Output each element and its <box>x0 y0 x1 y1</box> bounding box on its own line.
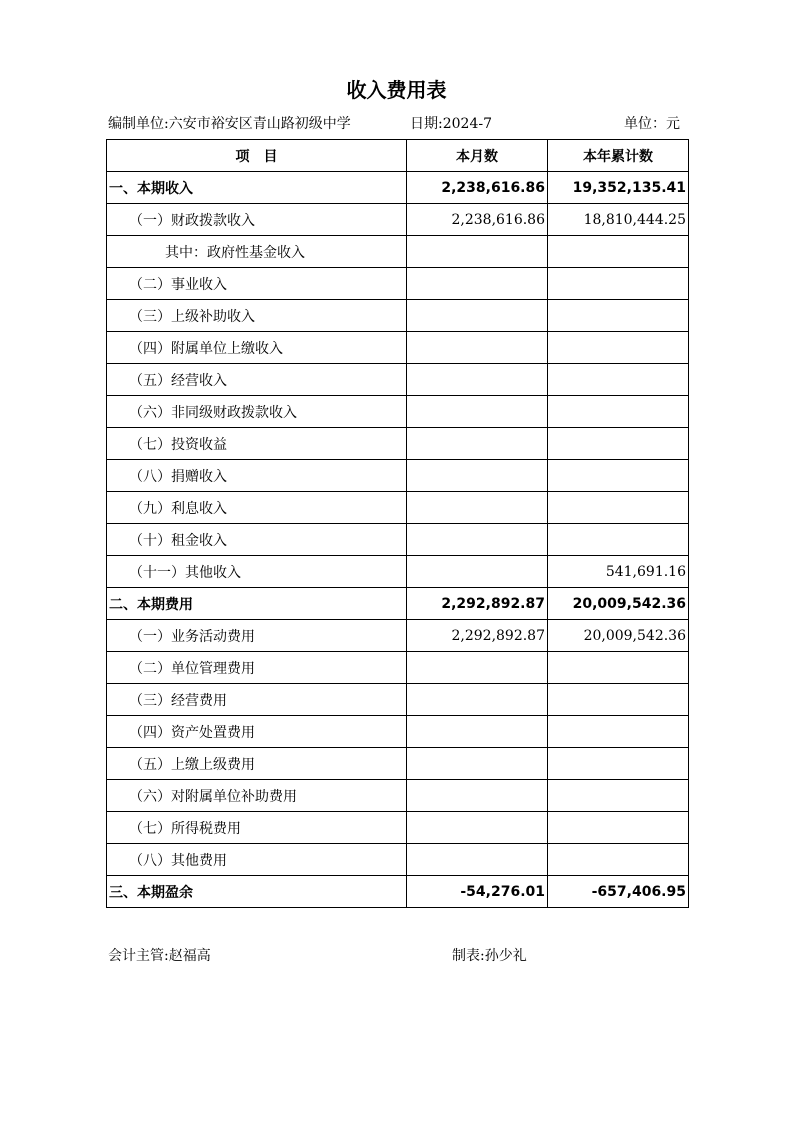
row-year-value <box>548 684 689 716</box>
row-label: （四）附属单位上缴收入 <box>107 332 407 364</box>
row-label: 三、本期盈余 <box>107 876 407 908</box>
table-row <box>107 460 689 492</box>
row-label: （一）业务活动费用 <box>107 620 407 652</box>
table-body <box>107 172 689 908</box>
row-month-value: 2,238,616.86 <box>407 172 548 204</box>
row-year-value: 541,691.16 <box>548 556 689 588</box>
table-row <box>107 716 689 748</box>
table-row <box>107 172 689 204</box>
unit-label: 单位：元 <box>624 116 680 132</box>
date-label: 日期:2024-7 <box>410 116 492 132</box>
table-row <box>107 428 689 460</box>
row-month-value <box>407 812 548 844</box>
row-year-value <box>548 460 689 492</box>
row-label: 二、本期费用 <box>107 588 407 620</box>
table-row <box>107 332 689 364</box>
row-label: （二）单位管理费用 <box>107 652 407 684</box>
table-header-row <box>107 140 689 172</box>
row-month-value <box>407 396 548 428</box>
row-label: （八）其他费用 <box>107 844 407 876</box>
table-row <box>107 524 689 556</box>
row-year-value: 20,009,542.36 <box>548 588 689 620</box>
table-maker: 制表:孙少礼 <box>452 948 527 964</box>
table-row <box>107 204 689 236</box>
row-year-value <box>548 492 689 524</box>
row-month-value <box>407 684 548 716</box>
row-year-value <box>548 268 689 300</box>
column-header-year: 本年累计数 <box>548 140 689 172</box>
table-row <box>107 364 689 396</box>
row-label: （三）上级补助收入 <box>107 300 407 332</box>
row-month-value <box>407 652 548 684</box>
row-label: （三）经营费用 <box>107 684 407 716</box>
row-month-value: 2,292,892.87 <box>407 620 548 652</box>
row-year-value <box>548 236 689 268</box>
row-year-value <box>548 780 689 812</box>
table-row <box>107 268 689 300</box>
table-row <box>107 620 689 652</box>
row-month-value <box>407 492 548 524</box>
table-row <box>107 748 689 780</box>
row-year-value <box>548 396 689 428</box>
row-label: （六）对附属单位补助费用 <box>107 780 407 812</box>
row-label: （十一）其他收入 <box>107 556 407 588</box>
row-year-value <box>548 428 689 460</box>
row-label: （一）财政拨款收入 <box>107 204 407 236</box>
table-row <box>107 780 689 812</box>
row-label: （七）所得税费用 <box>107 812 407 844</box>
row-year-value <box>548 300 689 332</box>
org-label: 编制单位:六安市裕安区青山路初级中学 <box>108 116 351 132</box>
row-label: （五）上缴上级费用 <box>107 748 407 780</box>
row-label: （八）捐赠收入 <box>107 460 407 492</box>
row-label: （六）非同级财政拨款收入 <box>107 396 407 428</box>
row-month-value <box>407 428 548 460</box>
row-year-value <box>548 364 689 396</box>
row-month-value <box>407 716 548 748</box>
row-year-value <box>548 716 689 748</box>
row-label: 其中：政府性基金收入 <box>107 236 407 268</box>
row-label: （十）租金收入 <box>107 524 407 556</box>
table-row <box>107 812 689 844</box>
row-year-value <box>548 812 689 844</box>
table-row <box>107 300 689 332</box>
table-row <box>107 684 689 716</box>
row-month-value: 2,292,892.87 <box>407 588 548 620</box>
table-row <box>107 876 689 908</box>
row-label: 一、本期收入 <box>107 172 407 204</box>
row-year-value <box>548 524 689 556</box>
income-expense-table <box>106 139 689 908</box>
row-year-value: 18,810,444.25 <box>548 204 689 236</box>
table-row <box>107 396 689 428</box>
table-row <box>107 556 689 588</box>
row-label: （二）事业收入 <box>107 268 407 300</box>
row-month-value: -54,276.01 <box>407 876 548 908</box>
row-month-value <box>407 364 548 396</box>
table-row <box>107 236 689 268</box>
row-year-value: -657,406.95 <box>548 876 689 908</box>
table-row <box>107 844 689 876</box>
row-month-value <box>407 332 548 364</box>
row-month-value <box>407 748 548 780</box>
row-month-value <box>407 268 548 300</box>
row-year-value: 20,009,542.36 <box>548 620 689 652</box>
row-month-value <box>407 300 548 332</box>
report-title: 收入费用表 <box>346 78 447 102</box>
row-year-value <box>548 844 689 876</box>
row-label: （七）投资收益 <box>107 428 407 460</box>
row-label: （四）资产处置费用 <box>107 716 407 748</box>
row-year-value <box>548 748 689 780</box>
table-row <box>107 492 689 524</box>
accounting-chief: 会计主管:赵福高 <box>108 948 211 964</box>
table-row <box>107 652 689 684</box>
column-header-item: 项 目 <box>107 140 407 172</box>
column-header-month: 本月数 <box>407 140 548 172</box>
row-label: （五）经营收入 <box>107 364 407 396</box>
row-month-value: 2,238,616.86 <box>407 204 548 236</box>
row-month-value <box>407 460 548 492</box>
row-month-value <box>407 524 548 556</box>
row-month-value <box>407 556 548 588</box>
row-month-value <box>407 236 548 268</box>
row-year-value <box>548 652 689 684</box>
row-label: （九）利息收入 <box>107 492 407 524</box>
row-year-value <box>548 332 689 364</box>
table-row <box>107 588 689 620</box>
row-month-value <box>407 780 548 812</box>
row-year-value: 19,352,135.41 <box>548 172 689 204</box>
row-month-value <box>407 844 548 876</box>
